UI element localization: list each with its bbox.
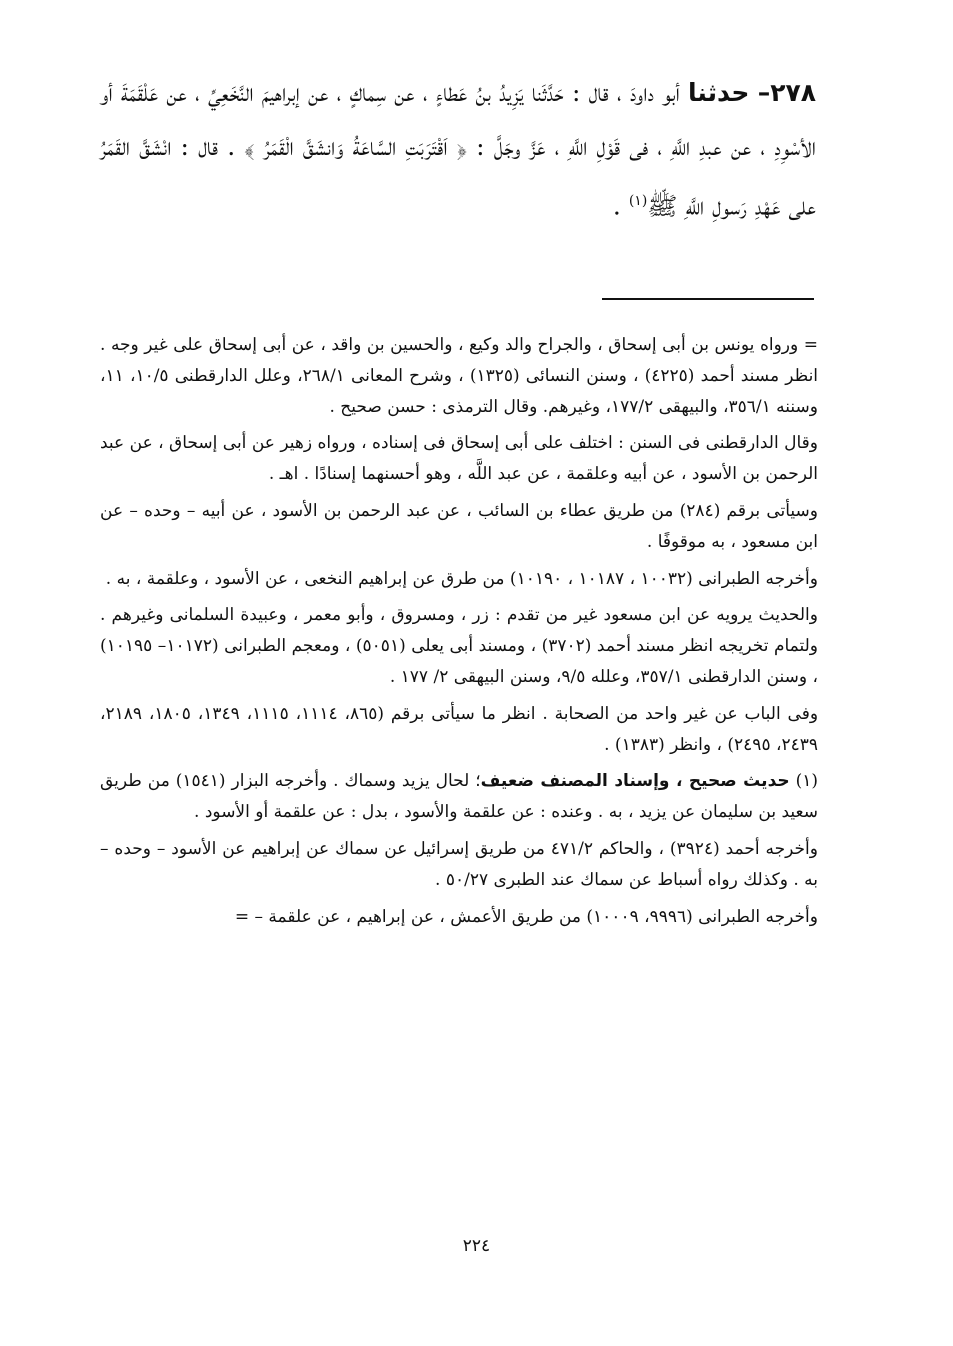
note-paragraph: وسيأتى برقم (٢٨٤) من طريق عطاء بن السائب ، عن عبد الرحمن بن الأسود ، عن أبيه – وحده – عن ابن مسعود ، به موقوفًا . <box>100 500 819 552</box>
hadith-text-block <box>100 66 816 233</box>
footnote-separator <box>602 298 814 300</box>
note-paragraph: وأخرجه الطبرانى (١٠٠٣٢ ، ١٠١٨٧ ، ١٠١٩٠) من طرق عن إبراهيم النخعى ، عن الأسود ، وعلقمة ، به . <box>105 568 818 589</box>
note-paragraph: وأخرجه أحمد (٣٩٢٤) ، والحاكم ٤٧١/٢ من طريق إسرائيل عن سماك عن إبراهيم عن الأسود – وحده – به . وكذلك رواه أسباط عن سماك عند الطبرى ٥٠/٢٧ . <box>100 838 818 890</box>
hadith-number: ٢٧٨– <box>757 78 816 107</box>
footnote-text: ؛ لحال يزيد وسماك . وأخرجه البزار (١٥٤١) من طريق سعيد بن سليمان عن يزيد ، به . وعنده : عن علقمة والأسود ، بدل : عن علقمة أو الأسود . <box>100 771 818 823</box>
note-paragraph: وفى الباب عن غير واحد من الصحابة . انظر ما سيأتى برقم (٨٦٥، ١١١٤، ١١١٥، ١٣٤٩، ١٨٠٥، ٢١٨٩، ٢٤٣٩، ٢٤٩٥) ، وانظر (١٣٨٣) . <box>100 703 819 755</box>
hadith-ending: . <box>612 191 629 221</box>
hadith-body: أبو داودَ ، قال : حَدَّثَنا يَزِيدُ بنُ عَطاءٍ ، عن سِماكٍ ، عن إبراهيمَ النَّخَعِيِّ ، عن عَلْقَمَةَ أو الأسْوِدِ ، عن عبدِ اللَّهِ ، فى قَوْلِ اللَّهِ ، عَزَّ وجَلَّ : ﴿ اَقْتَرَبَتِ السَّاعَةُ وَانشَقَّ الْقَمَرُ ﴾ . قال : انْشَقَّ القَمَرُ على عَهْدِ رَسولِ اللَّهِ ﷺ <box>100 78 816 221</box>
footnotes-block <box>100 330 818 938</box>
hadith-lead-word: حدثنا <box>688 78 750 107</box>
note-paragraph: وقال الدارقطنى فى السنن : اختلف على أبى إسحاق فى إسناده ، ورواه زهير عن أبى إسحاق ، عن عبد الرحمن بن الأسود ، عن أبيه وعلقمة ، عن عبد اللَّه ، وهو أحسنهما إسنادًا . اهـ . <box>100 433 818 485</box>
note-paragraph: وأخرجه الطبرانى (٩٩٩٦، ١٠٠٠٩) من طريق الأعمش ، عن إبراهيم ، عن علقمة – = <box>234 906 818 927</box>
footnote-grading: حديث صحيح ، وإسناد المصنف ضعيف <box>480 771 790 792</box>
note-paragraph: والحديث يرويه عن ابن مسعود غير من تقدم : زر ، ومسروق ، وأبو معمر ، وعبيدة السلمانى وغيرهم . ولتمام تخريجه انظر مسند أحمد (٣٧٠٢) ، ومسند أبى يعلى (٥٠٥١) ، ومعجم الطبرانى (١٠١٧٢– ١٠١٩٥) ، وسنن الدارقطنى ٣٥٧/١، وعلله ٩/٥، وسنن البيهقى ٢/ ١٧٧ . <box>100 605 819 687</box>
note-paragraph: = ورواه يونس بن أبى إسحاق ، والجراح والد وكيع ، والحسين بن واقد ، عن أبى إسحاق على غير وجه . انظر مسند أحمد (٤٢٢٥) ، وسنن النسائى (١٣٢٥) ، وشرح المعانى ٢٦٨/١، وعلل الدارقطنى ١٠/٥، ١١، وسننه ٣٥٦/١، والبيهقى ١٧٧/٢، وغيرهم. وقال الترمذى : حسن صحيح . <box>100 335 819 417</box>
page-number: ٢٢٤ <box>462 1236 491 1256</box>
footnote-marker: (١) <box>789 771 818 792</box>
footnote-reference: (١) <box>628 193 648 209</box>
footnote-1 <box>100 766 818 828</box>
